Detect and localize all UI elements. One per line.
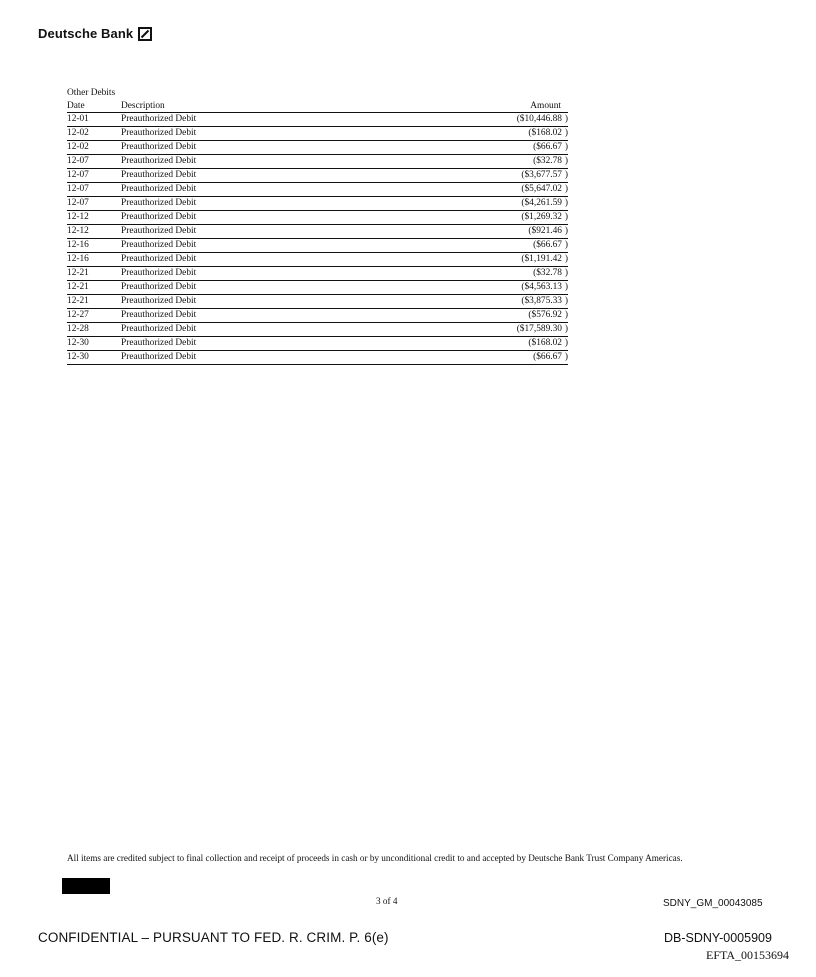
row-amount-value: ($32.78	[533, 268, 562, 278]
row-amount-close-paren: )	[564, 324, 568, 334]
row-amount	[451, 183, 568, 196]
row-amount-close-paren: )	[564, 128, 568, 138]
column-header-amount: Amount	[530, 101, 561, 111]
row-amount-close-paren: )	[564, 184, 568, 194]
row-description: Preauthorized Debit	[121, 184, 197, 194]
row-date: 12-16	[67, 240, 89, 250]
bates-number-primary: SDNY_GM_00043085	[663, 898, 763, 909]
row-amount-value: ($66.67	[533, 142, 562, 152]
row-date: 12-02	[67, 142, 89, 152]
row-amount-value: ($5,647.02	[521, 184, 562, 194]
section-title: Other Debits	[67, 88, 116, 98]
table-row	[67, 337, 568, 351]
row-date: 12-16	[67, 254, 89, 264]
row-amount-close-paren: )	[564, 310, 568, 320]
row-amount-value: ($32.78	[533, 156, 562, 166]
debit-rows	[67, 113, 568, 365]
row-amount-close-paren: )	[564, 114, 568, 124]
row-amount	[451, 225, 568, 238]
table-row	[67, 211, 568, 225]
row-date: 12-30	[67, 352, 89, 362]
row-amount	[451, 337, 568, 350]
redaction-block	[62, 878, 110, 894]
table-row	[67, 169, 568, 183]
row-date: 12-01	[67, 114, 89, 124]
row-amount-value: ($4,261.59	[521, 198, 562, 208]
table-row	[67, 351, 568, 365]
table-row	[67, 113, 568, 127]
row-amount-value: ($66.67	[533, 352, 562, 362]
table-row	[67, 183, 568, 197]
row-amount-close-paren: )	[564, 296, 568, 306]
row-description: Preauthorized Debit	[121, 240, 197, 250]
row-date: 12-07	[67, 170, 89, 180]
row-description: Preauthorized Debit	[121, 128, 197, 138]
table-row	[67, 281, 568, 295]
column-header-description: Description	[121, 101, 165, 111]
row-amount-close-paren: )	[564, 198, 568, 208]
row-amount-close-paren: )	[564, 352, 568, 362]
confidential-notice: CONFIDENTIAL – PURSUANT TO FED. R. CRIM. P. 6(e)	[38, 930, 389, 945]
row-amount	[451, 323, 568, 336]
row-description: Preauthorized Debit	[121, 268, 197, 278]
row-amount	[451, 141, 568, 154]
table-row	[67, 239, 568, 253]
table-row	[67, 267, 568, 281]
row-amount	[451, 127, 568, 140]
row-amount-value: ($3,677.57	[521, 170, 562, 180]
table-row	[67, 295, 568, 309]
table-row	[67, 127, 568, 141]
row-amount	[451, 281, 568, 294]
row-amount-close-paren: )	[564, 226, 568, 236]
row-amount	[451, 253, 568, 266]
row-amount-close-paren: )	[564, 338, 568, 348]
row-date: 12-28	[67, 324, 89, 334]
row-amount-close-paren: )	[564, 142, 568, 152]
row-description: Preauthorized Debit	[121, 282, 197, 292]
row-description: Preauthorized Debit	[121, 114, 197, 124]
row-description: Preauthorized Debit	[121, 142, 197, 152]
row-description: Preauthorized Debit	[121, 296, 197, 306]
table-row	[67, 309, 568, 323]
row-date: 12-27	[67, 310, 89, 320]
row-description: Preauthorized Debit	[121, 324, 197, 334]
table-row	[67, 253, 568, 267]
row-description: Preauthorized Debit	[121, 170, 197, 180]
row-amount	[451, 113, 568, 126]
row-description: Preauthorized Debit	[121, 226, 197, 236]
row-amount-close-paren: )	[564, 240, 568, 250]
row-amount-value: ($10,446.88	[516, 114, 562, 124]
row-description: Preauthorized Debit	[121, 212, 197, 222]
row-amount-close-paren: )	[564, 170, 568, 180]
row-amount-value: ($1,191.42	[521, 254, 562, 264]
deutsche-bank-slash-icon	[138, 27, 152, 41]
row-amount-value: ($66.67	[533, 240, 562, 250]
row-amount	[451, 295, 568, 308]
row-amount	[451, 239, 568, 252]
efta-number: EFTA_00153694	[706, 948, 790, 962]
row-date: 12-21	[67, 268, 89, 278]
table-row	[67, 141, 568, 155]
table-header	[67, 101, 568, 113]
row-amount	[451, 169, 568, 182]
row-amount-value: ($4,563.13	[521, 282, 562, 292]
row-amount	[451, 351, 568, 364]
row-date: 12-07	[67, 156, 89, 166]
row-amount-value: ($576.92	[528, 310, 562, 320]
row-amount-close-paren: )	[564, 254, 568, 264]
row-amount-value: ($168.02	[528, 338, 562, 348]
page-number: 3 of 4	[376, 896, 398, 906]
row-amount-value: ($921.46	[528, 226, 562, 236]
disclaimer-text: All items are credited subject to final collection and receipt of proceeds in cash or by unconditional credit to and accepted by Deutsche Bank Trust Company Americas.	[67, 853, 683, 863]
row-date: 12-21	[67, 282, 89, 292]
row-amount-close-paren: )	[564, 212, 568, 222]
row-amount	[451, 211, 568, 224]
row-date: 12-07	[67, 184, 89, 194]
row-amount	[451, 155, 568, 168]
table-row	[67, 323, 568, 337]
row-date: 12-07	[67, 198, 89, 208]
row-description: Preauthorized Debit	[121, 338, 197, 348]
row-date: 12-12	[67, 226, 89, 236]
row-amount-value: ($168.02	[528, 128, 562, 138]
row-description: Preauthorized Debit	[121, 352, 197, 362]
row-description: Preauthorized Debit	[121, 156, 197, 166]
brand-name: Deutsche Bank	[38, 26, 134, 41]
row-amount-close-paren: )	[564, 268, 568, 278]
row-description: Preauthorized Debit	[121, 198, 197, 208]
row-amount	[451, 309, 568, 322]
bates-number-secondary: DB-SDNY-0005909	[664, 931, 772, 945]
row-amount	[451, 197, 568, 210]
row-amount-close-paren: )	[564, 282, 568, 292]
row-description: Preauthorized Debit	[121, 254, 197, 264]
row-amount-value: ($17,589.30	[516, 324, 562, 334]
row-amount	[451, 267, 568, 280]
row-amount-close-paren: )	[564, 156, 568, 166]
column-header-date: Date	[67, 101, 85, 111]
row-date: 12-12	[67, 212, 89, 222]
row-amount-value: ($3,875.33	[521, 296, 562, 306]
row-amount-value: ($1,269.32	[521, 212, 562, 222]
table-row	[67, 225, 568, 239]
row-date: 12-30	[67, 338, 89, 348]
table-row	[67, 197, 568, 211]
row-date: 12-21	[67, 296, 89, 306]
row-date: 12-02	[67, 128, 89, 138]
other-debits-section	[67, 88, 568, 365]
row-description: Preauthorized Debit	[121, 310, 197, 320]
table-row	[67, 155, 568, 169]
deutsche-bank-logo	[38, 26, 152, 41]
